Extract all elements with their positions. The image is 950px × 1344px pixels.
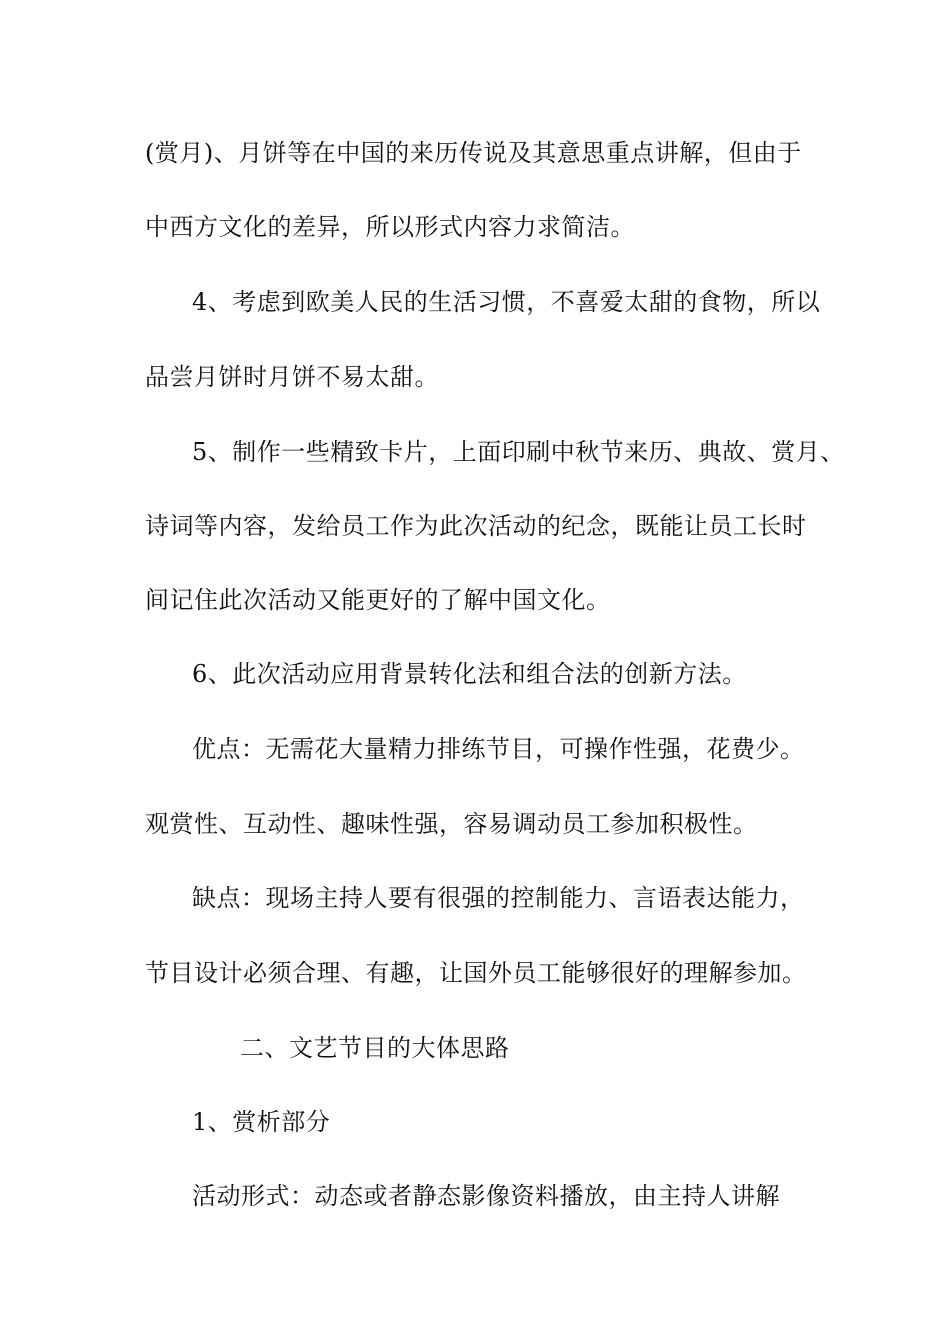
paragraph-line: 5、制作一些精致卡片，上面印刷中秋节来历、典故、赏月、 [192,438,845,466]
paragraph-line: 优点：无需花大量精力排练节目，可操作性强，花费少。 [192,735,805,763]
paragraph-line: 4、考虑到欧美人民的生活习惯，不喜爱太甜的食物，所以 [192,288,821,316]
paragraph-line: 活动形式：动态或者静态影像资料播放，由主持人讲解 [192,1182,780,1210]
paragraph-line: 缺点：现场主持人要有很强的控制能力、言语表达能力， [192,884,805,912]
paragraph-line: 品尝月饼时月饼不易太甜。 [145,363,439,391]
paragraph-line: (赏月)、月饼等在中国的来历传说及其意思重点讲解，但由于 [145,139,802,167]
paragraph-line: 中西方文化的差异，所以形式内容力求简洁。 [145,213,635,241]
paragraph-line: 间记住此次活动又能更好的了解中国文化。 [145,586,611,614]
section-heading: 二、文艺节目的大体思路 [240,1034,510,1062]
paragraph-line: 节目设计必须合理、有趣，让国外员工能够很好的理解参加。 [145,959,807,987]
paragraph-line: 6、此次活动应用背景转化法和组合法的创新方法。 [192,660,747,688]
subsection-heading: 1、赏析部分 [192,1108,331,1136]
paragraph-line: 观赏性、互动性、趣味性强，容易调动员工参加积极性。 [145,810,758,838]
paragraph-line: 诗词等内容，发给员工作为此次活动的纪念，既能让员工长时 [145,512,807,540]
